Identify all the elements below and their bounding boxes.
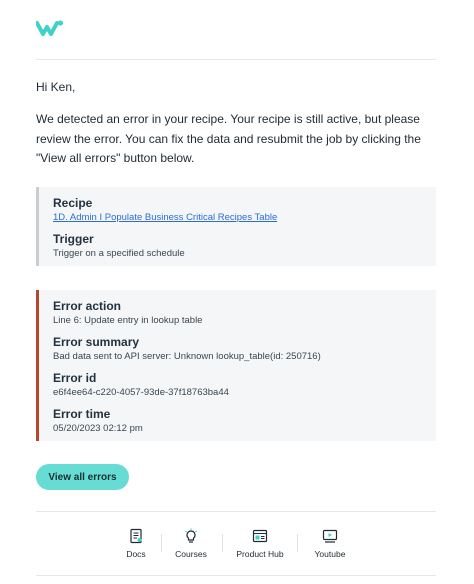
error-summary-label: Error summary <box>53 335 140 349</box>
error-time-label: Error time <box>53 407 111 421</box>
trigger-value: Trigger on a specified schedule <box>53 248 185 259</box>
view-all-errors-button[interactable]: View all errors <box>36 464 129 490</box>
footer-youtube-label: Youtube <box>314 549 346 559</box>
recipe-label: Recipe <box>53 196 93 210</box>
error-summary-value: Bad data sent to API server: Unknown lookup_table(id: 250716) <box>53 351 321 362</box>
error-summary-group <box>53 335 321 362</box>
greeting-text: Hi Ken, <box>36 80 76 94</box>
message-text: We detected an error in your recipe. Your recipe is still active, but please review the error. You can fix the data and resubmit the job by clicking the "View all errors" button below. <box>36 112 421 165</box>
product-hub-icon <box>252 528 268 544</box>
footer-link-docs[interactable] <box>106 528 166 564</box>
error-id-group <box>53 371 229 398</box>
recipe-group <box>53 196 277 223</box>
error-action-label: Error action <box>53 299 122 313</box>
error-time-group <box>53 407 143 434</box>
footer-divider-bottom <box>36 575 436 576</box>
youtube-icon <box>322 528 338 544</box>
trigger-group <box>53 232 185 259</box>
trigger-label: Trigger <box>53 232 94 246</box>
docs-icon <box>128 528 144 544</box>
error-time-value: 05/20/2023 02:12 pm <box>53 423 143 434</box>
error-card <box>36 290 436 441</box>
lightbulb-icon <box>183 528 199 544</box>
footer-links <box>0 528 474 564</box>
error-action-value: Line 6: Update entry in lookup table <box>53 315 203 326</box>
error-id-label: Error id <box>53 371 97 385</box>
footer-separator <box>297 534 298 552</box>
error-id-value: e6f4ee64-c220-4057-93de-37f18763ba44 <box>53 387 229 398</box>
footer-link-youtube[interactable] <box>300 528 360 564</box>
workato-logo-icon <box>36 18 64 38</box>
footer-divider-top <box>36 511 436 512</box>
recipe-link[interactable]: 1D. Admin I Populate Business Critical Recipes Table <box>53 212 278 223</box>
footer-link-product-hub[interactable] <box>230 528 290 564</box>
footer-product-hub-label: Product Hub <box>236 549 284 559</box>
header-divider <box>36 59 436 60</box>
error-action-group <box>53 299 202 326</box>
recipe-card <box>36 187 436 266</box>
footer-separator <box>222 534 223 552</box>
footer-courses-label: Courses <box>175 549 207 559</box>
footer-link-courses[interactable] <box>161 528 221 564</box>
footer-docs-label: Docs <box>126 549 146 559</box>
